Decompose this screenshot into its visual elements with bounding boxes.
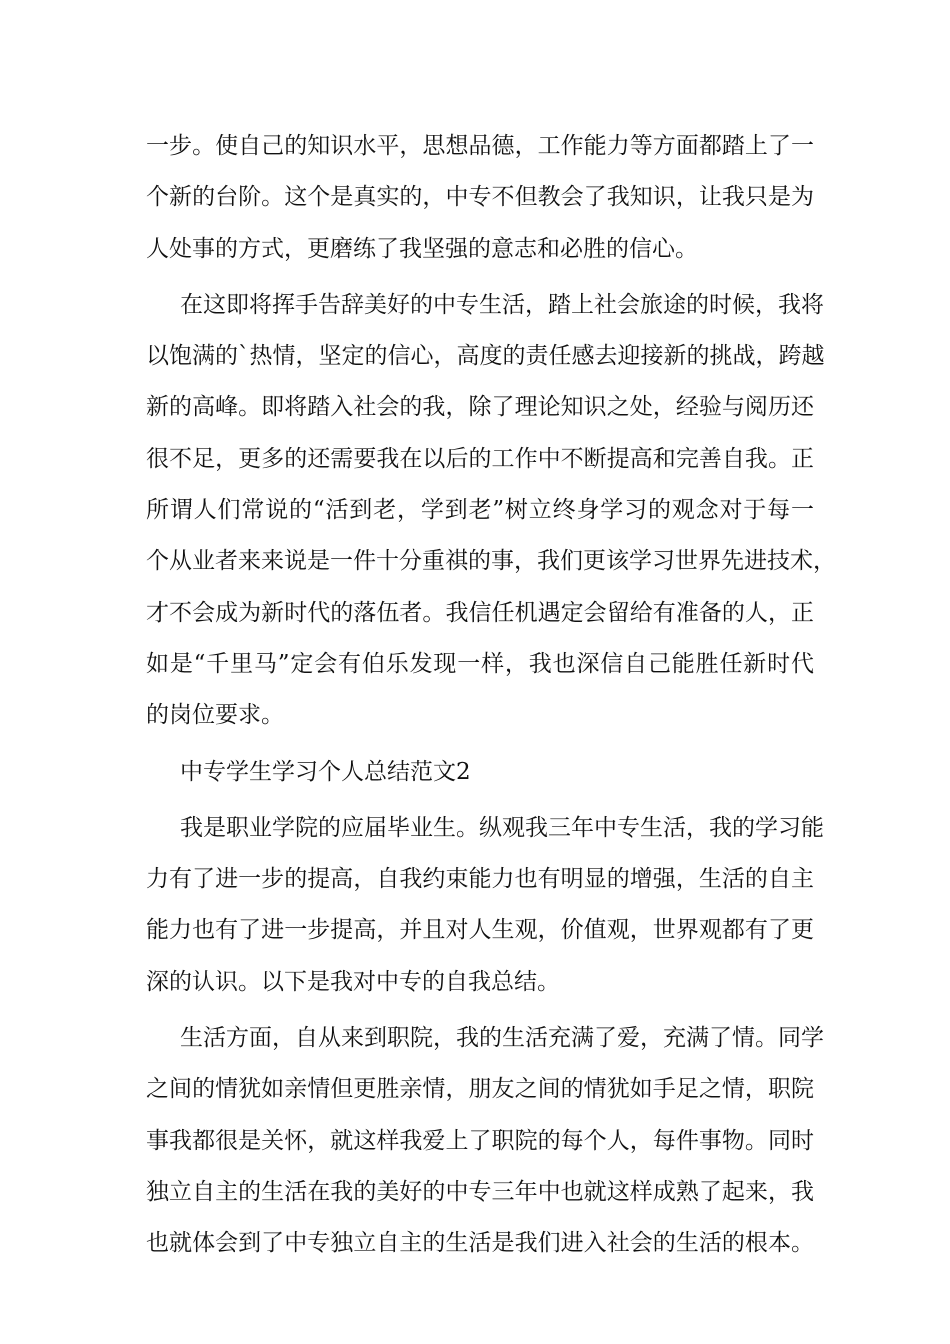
text-line: 个新的台阶。这个是真实的，中专不但教会了我知识，让我只是为 xyxy=(146,184,814,211)
text-line: 力有了进一步的提高，自我约束能力也有明显的增强，生活的自主 xyxy=(146,866,814,893)
text-line: 新的高峰。即将踏入社会的我，除了理论知识之处，经验与阅历还 xyxy=(146,394,814,421)
text-line: 我是职业学院的应届毕业生。纵观我三年中专生活，我的学习能 xyxy=(180,814,824,841)
text-line: 也就体会到了中专独立自主的生活是我们进入社会的生活的根本。 xyxy=(146,1230,814,1257)
text-line: 的岗位要求。 xyxy=(146,702,284,729)
text-line: 人处事的方式，更磨练了我坚强的意志和必胜的信心。 xyxy=(146,235,698,262)
text-line: 中专学生学习个人总结范文2 xyxy=(180,758,471,785)
text-line: 个从业者来来说是一件十分重祺的事，我们更该学习世界先进技术， xyxy=(146,548,836,575)
text-line: 深的认识。以下是我对中专的自我总结。 xyxy=(146,968,560,995)
text-line: 在这即将挥手告辞美好的中专生活，踏上社会旅途的时候，我将 xyxy=(180,291,824,318)
document-body xyxy=(146,121,836,1270)
text-line: 独立自主的生活在我的美好的中专三年中也就这样成熟了起来，我 xyxy=(146,1178,814,1205)
text-line: 生活方面，自从来到职院，我的生活充满了爱，充满了情。同学 xyxy=(180,1025,824,1052)
text-line: 如是“千里马”定会有伯乐发现一样，我也深信自己能胜任新时代 xyxy=(146,650,814,677)
text-line: 事我都很是关怀，就这样我爱上了职院的每个人，每件事物。同时 xyxy=(146,1127,814,1154)
text-line: 才不会成为新时代的落伍者。我信任机遇定会留给有准备的人，正 xyxy=(146,599,814,626)
text-line: 之间的情犹如亲情但更胜亲情，朋友之间的情犹如手足之情，职院 xyxy=(146,1076,814,1103)
text-line: 以饱满的`热情，坚定的信心，高度的责任感去迎接新的挑战，跨越 xyxy=(146,343,825,370)
text-line: 一步。使自己的知识水平，思想品德，工作能力等方面都踏上了一 xyxy=(146,133,814,159)
text-line: 能力也有了进一步提高，并且对人生观，价值观，世界观都有了更 xyxy=(146,917,814,944)
text-line: 很不足，更多的还需要我在以后的工作中不断提高和完善自我。正 xyxy=(146,445,814,472)
text-line: 所谓人们常说的“活到老，学到老”树立终身学习的观念对于每一 xyxy=(146,497,814,524)
